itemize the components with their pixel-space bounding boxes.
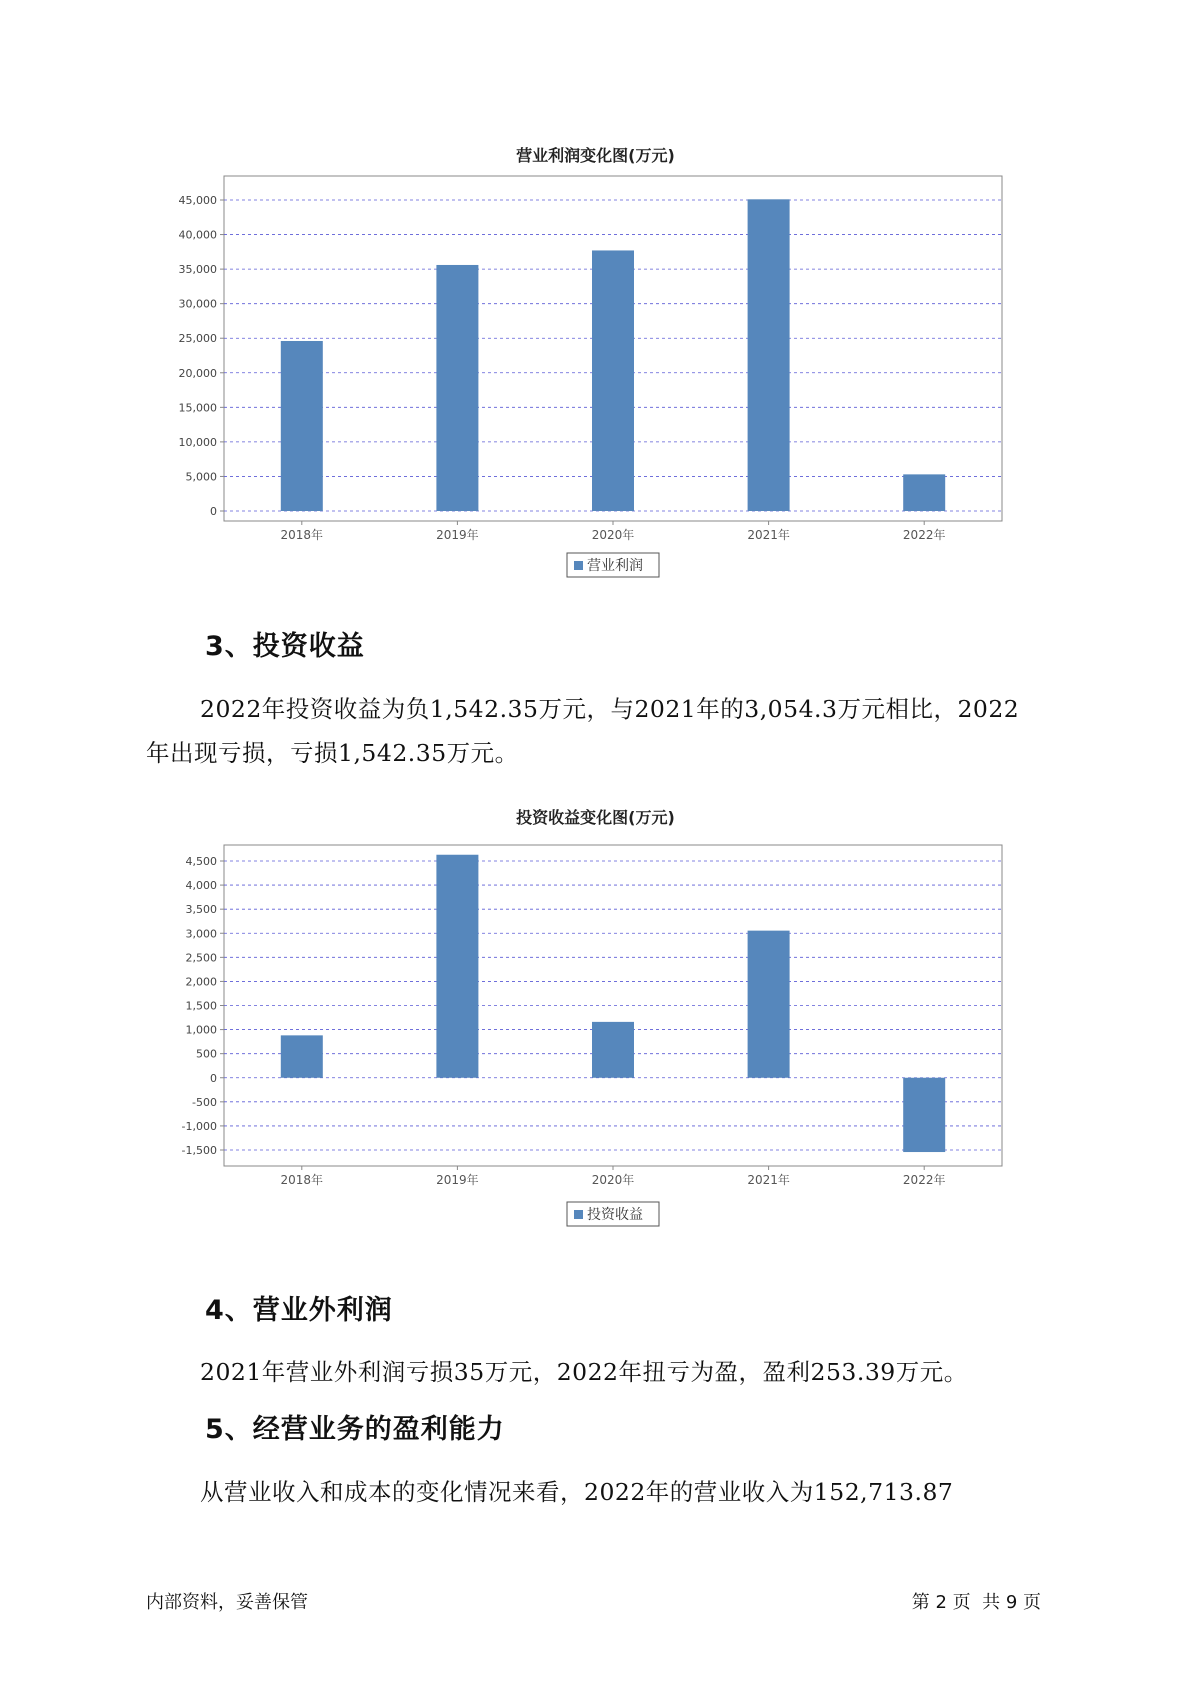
section-heading-non-operating-profit: 4、营业外利润	[205, 1295, 393, 1326]
y-tick-label: 4,500	[185, 855, 217, 868]
y-tick-label: 15,000	[178, 401, 217, 415]
footer-confidential-note: 内部资料，妥善保管	[146, 1592, 308, 1613]
bar	[748, 199, 790, 511]
bar	[436, 265, 478, 511]
y-tick-label: 2,500	[185, 951, 217, 965]
y-tick-label: 4,000	[185, 879, 217, 893]
bar	[592, 250, 634, 511]
paragraph-investment-income-line1: 2022年投资收益为负1,542.35万元，与2021年的3,054.3万元相比，2022	[200, 695, 1020, 723]
paragraph-non-operating-profit: 2021年营业外利润亏损35万元，2022年扭亏为盈，盈利253.39万元。	[200, 1358, 968, 1386]
y-tick-label: 3,000	[185, 927, 217, 941]
y-tick-label: 20,000	[178, 366, 217, 380]
y-tick-label: 0	[210, 1071, 217, 1085]
legend-swatch	[574, 561, 583, 570]
bar	[436, 855, 478, 1078]
legend	[567, 1202, 659, 1226]
y-tick-label: 0	[210, 505, 217, 518]
legend	[567, 553, 659, 577]
legend-swatch	[574, 1210, 583, 1219]
y-tick-label: 40,000	[178, 228, 217, 242]
section-heading-investment-income: 3、投资收益	[205, 631, 365, 662]
y-tick-label: 500	[196, 1047, 217, 1061]
footer-page-number: 第 2 页 共 9 页	[911, 1592, 1041, 1613]
x-tick-label: 2022年	[902, 1173, 946, 1187]
bar	[592, 1022, 634, 1078]
y-tick-label: 35,000	[178, 263, 217, 277]
y-tick-label: 25,000	[178, 332, 217, 346]
y-tick-label: 3,500	[185, 903, 217, 917]
x-tick-label: 2020年	[591, 1173, 635, 1187]
y-tick-label: -1,500	[181, 1144, 217, 1157]
x-tick-label: 2021年	[747, 1173, 790, 1187]
x-tick-label: 2018年	[280, 1173, 324, 1187]
y-tick-label: -500	[192, 1095, 217, 1109]
paragraph-profitability: 从营业收入和成本的变化情况来看，2022年的营业收入为152,713.87	[200, 1478, 954, 1506]
legend-label: 投资收益	[587, 1207, 643, 1223]
chart-title-investment-income: 投资收益变化图(万元)	[516, 808, 675, 827]
paragraph-investment-income-line2: 年出现亏损，亏损1,542.35万元。	[146, 739, 519, 767]
y-tick-label: -1,000	[181, 1119, 217, 1133]
y-tick-label: 45,000	[178, 194, 217, 207]
x-tick-label: 2020年	[591, 528, 635, 542]
chart-title-operating-profit: 营业利润变化图(万元)	[516, 146, 675, 165]
operating-profit-chart	[0, 160, 1191, 574]
x-tick-label: 2019年	[436, 528, 479, 542]
y-tick-label: 2,000	[185, 975, 217, 989]
y-tick-label: 1,500	[185, 999, 217, 1013]
bar	[903, 1078, 945, 1152]
y-tick-label: 1,000	[185, 1023, 217, 1037]
bar	[281, 1035, 323, 1077]
x-tick-label: 2022年	[902, 528, 946, 542]
y-tick-label: 10,000	[178, 435, 217, 449]
section-heading-profitability: 5、经营业务的盈利能力	[205, 1414, 505, 1445]
legend-label: 营业利润	[587, 558, 643, 574]
bar	[748, 931, 790, 1078]
investment-income-chart	[0, 825, 1191, 1255]
x-tick-label: 2019年	[436, 1173, 479, 1187]
bar	[903, 474, 945, 511]
bar	[281, 341, 323, 511]
x-tick-label: 2021年	[747, 528, 790, 542]
y-tick-label: 5,000	[185, 470, 217, 484]
y-tick-label: 30,000	[178, 297, 217, 311]
x-tick-label: 2018年	[280, 528, 324, 542]
